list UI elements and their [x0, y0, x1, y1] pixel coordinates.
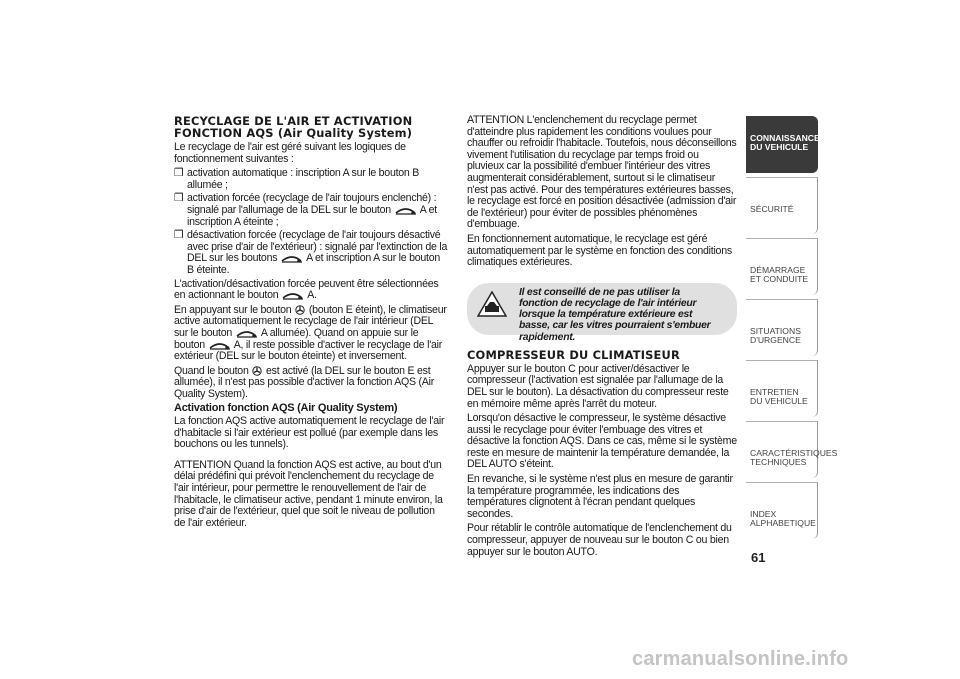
tab-demarrage-et-conduite[interactable]: DÉMARRAGE ET CONDUITE: [746, 238, 818, 295]
fan-icon: [252, 366, 262, 376]
paragraph-attention: ATTENTION L'enclenchement du recyclage permet d'atteindre plus rapidement les conditions voulues pour chauffer ou refroidir l'habitacle. Toutefois, nous déconseillons vivement l'utilisation du recyclage par temps froid ou pluvieux car la possibilité d'embuer l'intérieur des vitres augmenterait considérablement, surtout si le climatiseur n'est pas activé. Pour des températures extérieures basses, le recyclage est forcé en position désactivée (admission d'air de l'extérieur) pour éviter de possibles phénomènes d'embuage.: [467, 114, 737, 231]
paragraph: [174, 279, 448, 302]
paragraph: En revanche, si le système n'est plus en mesure de garantir la température programmée, les indications des températures clignotent à l'écran pendant quelques secondes.: [467, 473, 733, 520]
warning-text: Il est conseillé de ne pas utiliser la fonction de recyclage de l'air intérieur lorsque la température extérieure est basse, car les vitres pourraient s'embuer rapidement.: [519, 286, 711, 343]
text-span: A.: [307, 289, 317, 302]
warning-note: [467, 283, 737, 343]
bullet-text: désactivation forcée (recyclage de l'air toujours désactivé avec prise d'air de l'extérieur) : signalé par l'extinction de la DEL sur les boutons: [187, 229, 448, 265]
tab-securite[interactable]: SÉCURITÉ: [746, 177, 818, 234]
recirculation-icon: [282, 291, 304, 300]
paragraph: La fonction AQS active automatiquement le recyclage de l'air d'habitacle si l'air extérieur est pollué (par exemple dans les bouchons ou les tunnels).: [174, 415, 445, 451]
paragraph: Le recyclage de l'air est géré suivant les logiques de fonctionnement suivantes :: [174, 141, 406, 165]
tab-caracteristiques-techniques[interactable]: CARACTÉRISTIQUES TECHNIQUES: [746, 421, 818, 478]
recirculation-icon: [281, 254, 303, 263]
list-item: [174, 230, 448, 276]
tab-index-alphabetique[interactable]: INDEX ALPHABETIQUE: [746, 482, 818, 539]
text-span: L'activation/désactivation forcée peuvent être sélectionnées en actionnant le bouton: [174, 277, 439, 302]
bullet-text: A et inscription A éteinte ;: [187, 203, 437, 228]
section-heading-compresseur: COMPRESSEUR DU CLIMATISEUR: [467, 347, 680, 362]
text-span: A allumée). Quand on appuie sur le bouton: [174, 326, 419, 351]
paragraph: En fonctionnement automatique, le recyclage est géré automatiquement par le système en fonction des conditions climatiques extérieures.: [467, 232, 732, 269]
paragraph: Appuyer sur le bouton C pour activer/désactiver le compresseur (l'activation est signalée par l'allumage de la DEL sur le bouton). La désactivation du compresseur reste en mémoire même après l'arrêt du moteur.: [467, 362, 729, 410]
bullet-text: activation forcée (recyclage de l'air toujours enclenché) : signalé par l'allumage de la DEL sur le bouton: [187, 192, 437, 216]
tab-connaissance-du-vehicule[interactable]: CONNAISSANCE DU VEHICULE: [746, 116, 818, 173]
subheading-aqs: Activation fonction AQS (Air Quality System): [174, 402, 398, 415]
paragraph: [174, 366, 448, 401]
right-column: [467, 115, 737, 561]
paragraph-attention: ATTENTION Quand la fonction AQS est active, au bout d'un délai prédéfini qui prévoit l'enclenchement du recyclage de l'air intérieur, pour permettre le renouvellement de l'air de l'habitacle, le climatiseur active, pendant 1 minute environ, la prise d'air de l'extérieur, quel que soit le niveau de pollution de l'air extérieur.: [174, 458, 443, 529]
recirculation-icon: [395, 206, 417, 215]
paragraph: Lorsqu'on désactive le compresseur, le système désactive aussi le recyclage pour éviter l'embuage des vitres et désactive la fonction AQS. Dans ce cas, même si le système reste en mesure de maintenir la température demandée, la DEL AUTO s'éteint.: [467, 412, 737, 471]
bullet-mark: ❒: [174, 167, 184, 180]
paragraph: [174, 305, 448, 363]
recirculation-icon: [236, 329, 258, 338]
paragraph: Pour rétablir le contrôle automatique de l'enclenchement du compresseur, appuyer de nouveau sur le bouton C ou bien appuyer sur le bouton AUTO.: [467, 522, 732, 558]
text-span: Quand le bouton: [174, 364, 249, 377]
tab-entretien-du-vehicule[interactable]: ENTRETIEN DU VEHICULE: [746, 360, 818, 417]
warning-triangle-icon: [477, 291, 507, 317]
watermark: carmanualsonline.info: [632, 648, 849, 670]
chapter-sidebar: [746, 116, 838, 543]
text-span: En appuyant sur le bouton: [174, 303, 292, 316]
list-item: [174, 168, 448, 191]
left-column: [174, 115, 448, 532]
bullet-text: A et inscription A sur le bouton B éteinte.: [187, 252, 441, 276]
fan-icon: [295, 305, 305, 315]
bullet-mark: ❒: [174, 192, 184, 205]
text-span: est activé (la DEL sur le bouton E est allumée), il n'est pas possible d'activer la fonction AQS (Air Quality System).: [174, 364, 434, 400]
list-item: [174, 193, 448, 228]
recirculation-icon: [209, 341, 231, 350]
page-number: 61: [751, 550, 766, 565]
section-heading-recyclage: RECYCLAGE DE L'AIR ET ACTIVATION FONCTION AQS (Air Quality System): [174, 114, 413, 140]
tab-situations-d-urgence[interactable]: SITUATIONS D'URGENCE: [746, 299, 818, 356]
bullet-text: activation automatique : inscription A sur le bouton B allumée ;: [187, 167, 420, 191]
text-span: (bouton E éteint), le climatiseur active automatiquement le recyclage de l'air intérieur (DEL sur le bouton: [174, 303, 447, 339]
text-span: A, il reste possible d'activer le recyclage de l'air extérieur (DEL sur le bouton éteinte) et inversement.: [174, 338, 443, 363]
bullet-mark: ❒: [174, 229, 184, 242]
